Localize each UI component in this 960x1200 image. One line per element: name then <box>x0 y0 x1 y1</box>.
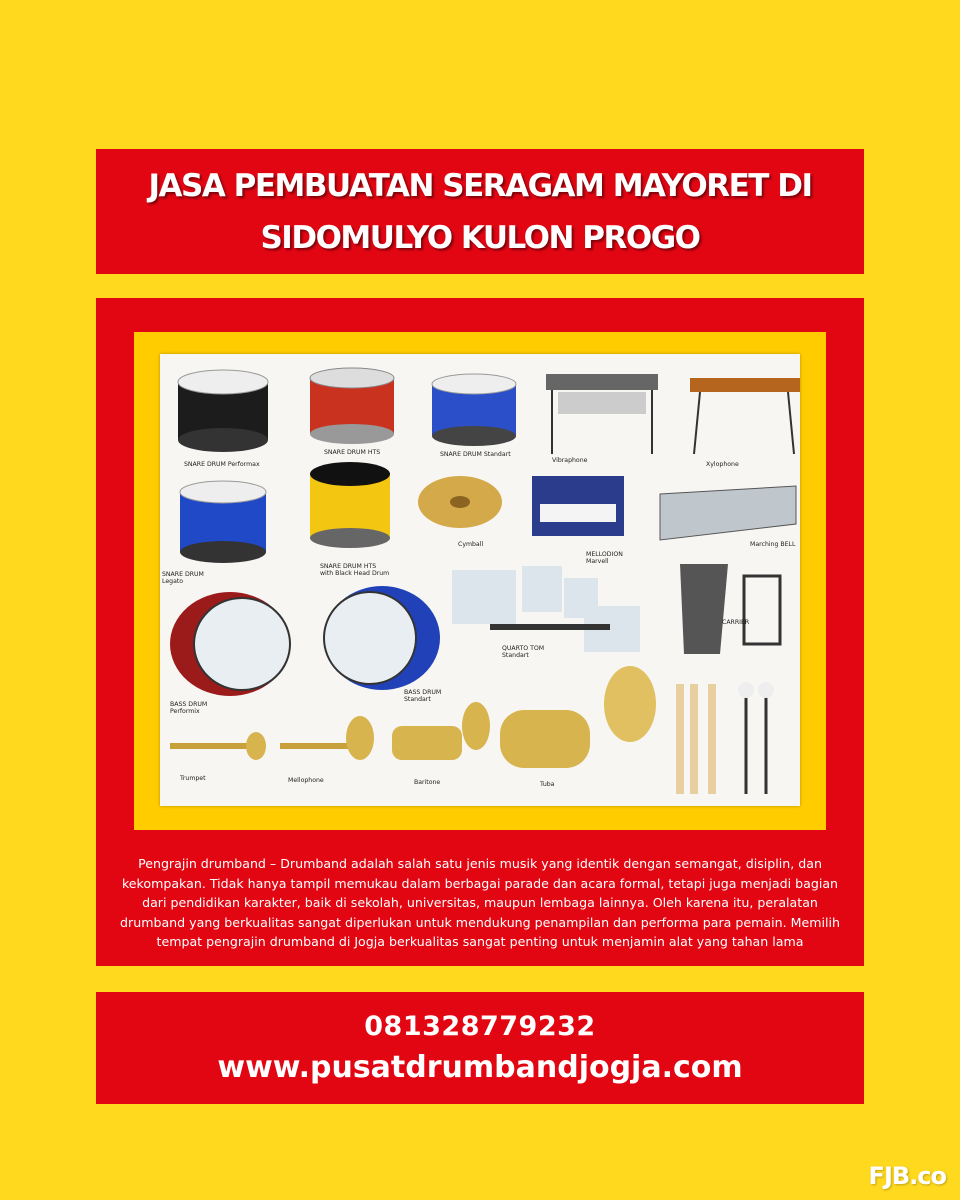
catalog-illustration <box>160 354 800 806</box>
caption-mellophone: Mellophone <box>288 777 324 784</box>
caption-snare-hts-black-2: with Black Head Drum <box>320 570 390 577</box>
caption-bass-standart-2: Standart <box>404 696 431 703</box>
xylophone-icon <box>690 378 800 454</box>
snare-drum-hts-black-icon <box>310 462 390 548</box>
snare-drum-standart-icon <box>432 374 516 446</box>
contact-banner <box>96 992 864 1104</box>
caption-trumpet: Trumpet <box>180 775 206 782</box>
caption-xylophone: Xylophone <box>706 461 739 468</box>
instrument-catalog-image <box>160 354 800 806</box>
caption-snare-hts: SNARE DRUM HTS <box>324 449 381 456</box>
website-url: www.pusatdrumbandjogja.com <box>217 1050 743 1085</box>
caption-bass-performix-1: BASS DRUM <box>170 701 208 708</box>
caption-carrier: CARRIER <box>722 619 750 626</box>
caption-baritone: Baritone <box>414 779 441 786</box>
caption-quarto-tom-2: Standart <box>502 652 529 659</box>
tuba-icon <box>500 666 656 768</box>
caption-snare-legato-1: SNARE DRUM <box>162 571 204 578</box>
main-panel <box>96 298 864 966</box>
caption-snare-legato-2: Legato <box>162 578 184 585</box>
watermark-logo: FJB.co <box>868 1162 946 1190</box>
title-line-1: JASA PEMBUATAN SERAGAM MAYORET DI <box>148 167 812 204</box>
caption-mellodion-1: MELLODION <box>586 551 623 558</box>
baritone-icon <box>392 702 490 760</box>
drumsticks-icon <box>676 682 774 794</box>
description-text: Pengrajin drumband – Drumband adalah salah satu jenis musik yang identik dengan semangat, disiplin, dan kekompakan. Tidak hanya tampil memukau dalam berbagai parade dan acara formal, tetapi juga menjadi bagian dari pendidikan karakter, baik di sekolah, universitas, maupun lembaga lainnya. Oleh karena itu, peralatan drumband yang berkualitas sangat diperlukan untuk mendukung penampilan dan performa para pemain. Memilih tempat pengrajin drumband di Jogja berkualitas sangat penting untuk menjamin alat yang tahan lama <box>120 856 840 949</box>
snare-drum-performax-icon <box>178 370 268 452</box>
quarto-tom-icon <box>452 566 640 652</box>
carrier-icon <box>680 564 780 654</box>
snare-drum-hts-icon <box>310 368 394 444</box>
phone-number: 081328779232 <box>364 1011 596 1042</box>
caption-snare-hts-black-1: SNARE DRUM HTS <box>320 563 377 570</box>
snare-drum-legato-icon <box>180 481 266 563</box>
bass-drum-performix-icon <box>170 592 290 696</box>
caption-vibraphone: Vibraphone <box>552 457 588 464</box>
mellodion-icon <box>532 476 624 536</box>
caption-quarto-tom-1: QUARTO TOM <box>502 645 545 652</box>
caption-marching-bell: Marching BELL <box>750 541 796 548</box>
photo-frame <box>134 332 826 830</box>
cymbal-icon <box>418 476 502 528</box>
caption-tuba: Tuba <box>540 781 555 788</box>
caption-mellodion-2: Marvell <box>586 558 609 565</box>
vibraphone-icon <box>546 374 658 454</box>
caption-snare-performax: SNARE DRUM Performax <box>184 461 260 468</box>
bass-drum-standart-icon <box>324 586 440 690</box>
title-line-2: SIDOMULYO KULON PROGO <box>260 219 700 256</box>
mellophone-icon <box>280 716 374 760</box>
title-banner <box>96 149 864 274</box>
caption-bass-performix-2: Performix <box>170 708 200 715</box>
caption-snare-standart: SNARE DRUM Standart <box>440 451 511 458</box>
caption-cymbal: Cymball <box>458 541 484 548</box>
marching-bell-icon <box>660 486 796 540</box>
caption-bass-standart-1: BASS DRUM <box>404 689 442 696</box>
trumpet-icon <box>170 732 266 760</box>
